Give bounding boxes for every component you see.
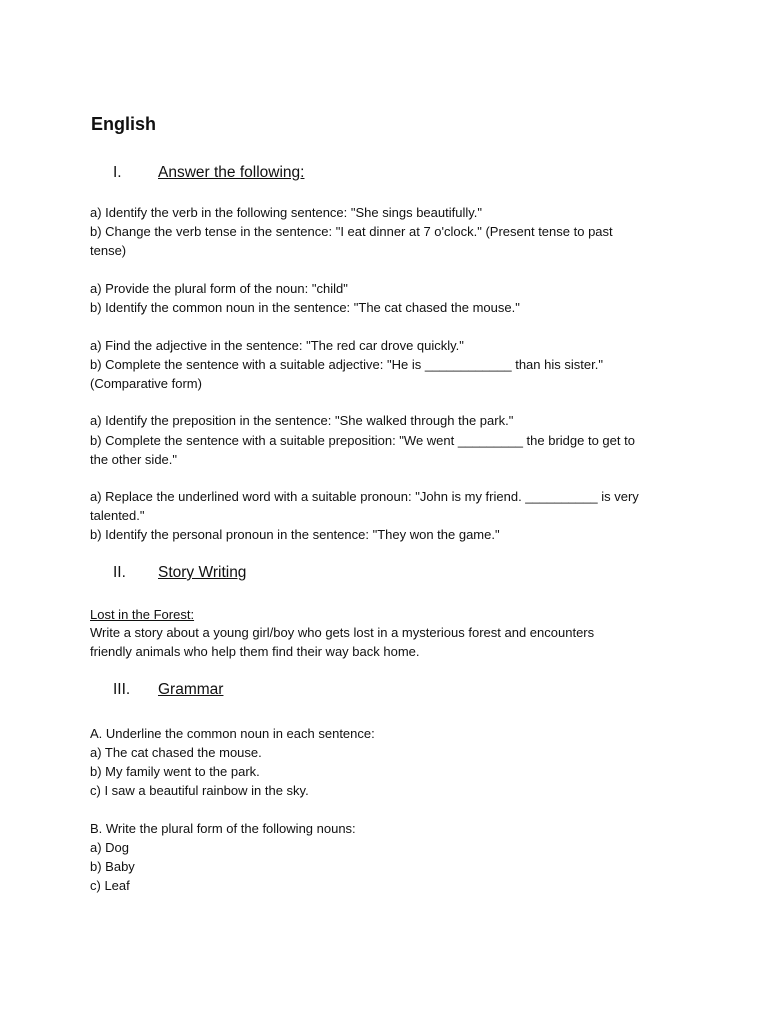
question-line: b) Identify the personal pronoun in the sentence: "They won the game."	[90, 527, 500, 542]
grammar-line: b) Baby	[90, 859, 135, 874]
question-line: b) Change the verb tense in the sentence: "I eat dinner at 7 o'clock." (Present tense to past	[90, 224, 613, 239]
question-line: a) Provide the plural form of the noun: "child"	[90, 281, 348, 296]
grammar-line: a) Dog	[90, 840, 130, 855]
section-title: Grammar	[158, 681, 224, 698]
story-prompt-line: Write a story about a young girl/boy who gets lost in a mysterious forest and encounters	[90, 625, 595, 640]
grammar-line: c) I saw a beautiful rainbow in the sky.	[90, 783, 309, 798]
question-line: b) Complete the sentence with a suitable adjective: "He is ____________ than his sister."	[90, 357, 603, 372]
question-line: a) Identify the verb in the following sentence: "She sings beautifully."	[90, 205, 482, 220]
question-line: a) Identify the preposition in the sentence: "She walked through the park."	[90, 413, 514, 428]
question-line: a) Find the adjective in the sentence: "The red car drove quickly."	[90, 338, 464, 353]
grammar-line: B. Write the plural form of the following nouns:	[90, 821, 356, 836]
story-title: Lost in the Forest:	[90, 607, 195, 622]
story-prompt-line: friendly animals who help them find their way back home.	[90, 644, 420, 659]
grammar-line: c) Leaf	[90, 878, 130, 893]
question-line: a) Replace the underlined word with a suitable pronoun: "John is my friend. __________ is very	[90, 489, 639, 504]
grammar-line: a) The cat chased the mouse.	[90, 745, 262, 760]
grammar-line: A. Underline the common noun in each sentence:	[90, 726, 375, 741]
section-number: III.	[113, 681, 131, 698]
question-line: (Comparative form)	[90, 376, 202, 391]
page-title: English	[91, 114, 157, 134]
question-line: b) Complete the sentence with a suitable preposition: "We went _________ the bridge to get to	[90, 433, 635, 448]
question-line: the other side."	[90, 452, 178, 467]
section-number: I.	[113, 164, 122, 181]
section-title: Answer the following:	[158, 164, 305, 181]
section-number: II.	[113, 564, 126, 581]
grammar-line: b) My family went to the park.	[90, 764, 260, 779]
question-line: b) Identify the common noun in the sentence: "The cat chased the mouse."	[90, 300, 520, 315]
question-line: talented."	[90, 508, 145, 523]
section-title: Story Writing	[158, 564, 247, 581]
question-line: tense)	[90, 243, 127, 258]
